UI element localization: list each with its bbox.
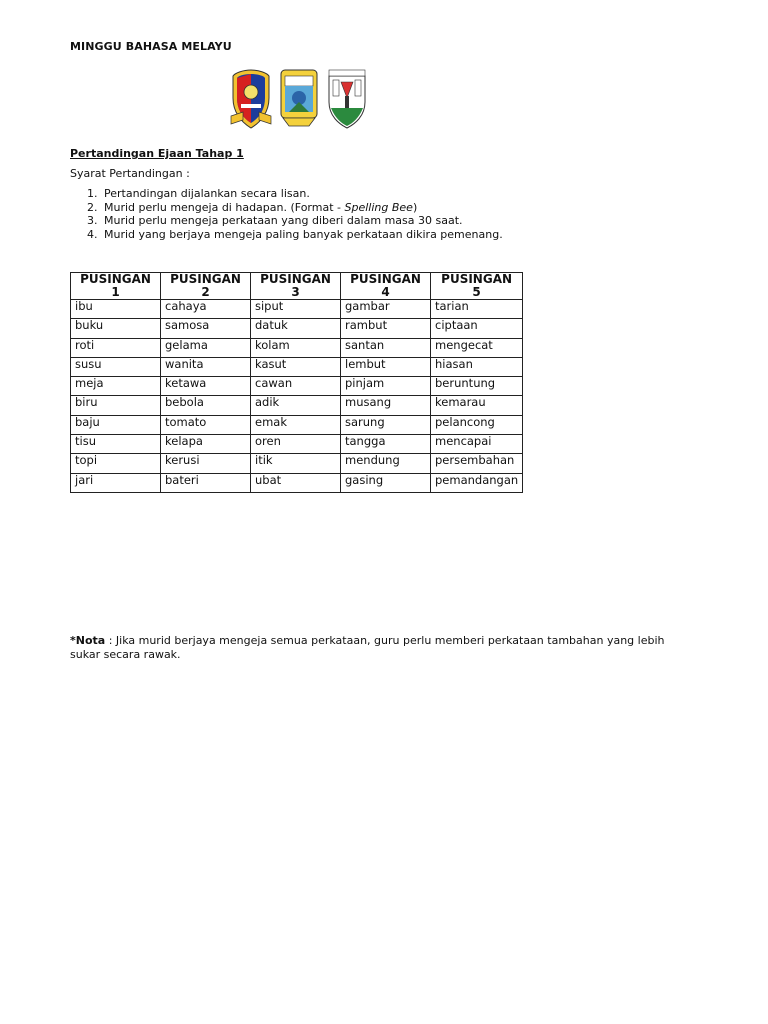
- note-label: *Nota: [70, 634, 106, 647]
- table-cell: itik: [251, 454, 341, 473]
- table-cell: pemandangan: [431, 473, 523, 492]
- word-table: [70, 272, 523, 493]
- rule-item: 3. Murid perlu mengeja perkataan yang diberi dalam masa 30 saat.: [87, 214, 463, 228]
- table-cell: pelancong: [431, 415, 523, 434]
- table-cell: bateri: [161, 473, 251, 492]
- table-cell: tangga: [341, 435, 431, 454]
- note-text: : Jika murid berjaya mengeja semua perkataan, guru perlu memberi perkataan tambahan yang lebih sukar secara rawak.: [70, 634, 665, 661]
- rule-item: 1. Pertandingan dijalankan secara lisan.: [87, 187, 310, 200]
- table-cell: siput: [251, 300, 341, 319]
- table-cell: wanita: [161, 357, 251, 376]
- table-cell: kelapa: [161, 435, 251, 454]
- rule-text: Pertandingan dijalankan secara lisan.: [104, 187, 310, 200]
- table-cell: gambar: [341, 300, 431, 319]
- table-cell: tisu: [71, 435, 161, 454]
- table-row: [71, 357, 523, 376]
- rules-list: [87, 187, 503, 242]
- table-cell: lembut: [341, 357, 431, 376]
- table-cell: buku: [71, 319, 161, 338]
- document-heading: MINGGU BAHASA MELAYU: [70, 40, 232, 53]
- table-cell: adik: [251, 396, 341, 415]
- table-cell: kasut: [251, 357, 341, 376]
- table-cell: susu: [71, 357, 161, 376]
- table-cell: sarung: [341, 415, 431, 434]
- rules-label: Syarat Pertandingan :: [70, 167, 190, 180]
- table-cell: ciptaan: [431, 319, 523, 338]
- rule-text: Murid perlu mengeja perkataan yang diberi dalam masa 30 saat.: [104, 214, 463, 228]
- note-paragraph: [70, 634, 690, 662]
- table-cell: oren: [251, 435, 341, 454]
- table-cell: beruntung: [431, 377, 523, 396]
- rule-text: Murid yang berjaya mengeja paling banyak perkataan dikira pemenang.: [104, 228, 503, 242]
- table-row: [71, 300, 523, 319]
- table-cell: bebola: [161, 396, 251, 415]
- column-header: PUSINGAN 3: [251, 273, 341, 300]
- column-header: PUSINGAN 1: [71, 273, 161, 300]
- logo-row: [229, 68, 369, 130]
- table-cell: gasing: [341, 473, 431, 492]
- table-row: [71, 319, 523, 338]
- rule-text: Murid perlu mengeja di hadapan. (Format - Spelling Bee): [104, 200, 418, 214]
- table-row: [71, 396, 523, 415]
- table-cell: rambut: [341, 319, 431, 338]
- table-row: [71, 454, 523, 473]
- competition-title: Pertandingan Ejaan Tahap 1: [70, 147, 244, 160]
- table-cell: baju: [71, 415, 161, 434]
- column-header: PUSINGAN 5: [431, 273, 523, 300]
- table-cell: emak: [251, 415, 341, 434]
- state-crest-logo: [279, 68, 319, 130]
- table-cell: datuk: [251, 319, 341, 338]
- table-cell: santan: [341, 338, 431, 357]
- table-cell: samosa: [161, 319, 251, 338]
- table-cell: mengecat: [431, 338, 523, 357]
- table-cell: ibu: [71, 300, 161, 319]
- column-header: PUSINGAN 4: [341, 273, 431, 300]
- table-cell: pinjam: [341, 377, 431, 396]
- table-row: [71, 338, 523, 357]
- table-cell: ketawa: [161, 377, 251, 396]
- table-cell: musang: [341, 396, 431, 415]
- table-cell: persembahan: [431, 454, 523, 473]
- rule-item: 2. Murid perlu mengeja di hadapan. (Format - Spelling Bee): [87, 200, 418, 214]
- table-cell: mendung: [341, 454, 431, 473]
- column-header: PUSINGAN 2: [161, 273, 251, 300]
- table-cell: mencapai: [431, 435, 523, 454]
- rule-item: 4. Murid yang berjaya mengeja paling banyak perkataan dikira pemenang.: [87, 228, 503, 242]
- table-row: [71, 435, 523, 454]
- table-cell: gelama: [161, 338, 251, 357]
- table-cell: kerusi: [161, 454, 251, 473]
- education-crest-logo: [325, 68, 369, 130]
- table-row: [71, 415, 523, 434]
- table-row: [71, 377, 523, 396]
- table-cell: tomato: [161, 415, 251, 434]
- table-row: [71, 473, 523, 492]
- table-cell: cawan: [251, 377, 341, 396]
- table-cell: tarian: [431, 300, 523, 319]
- table-header-row: [71, 273, 523, 300]
- table-cell: ubat: [251, 473, 341, 492]
- table-cell: hiasan: [431, 357, 523, 376]
- table-cell: jari: [71, 473, 161, 492]
- table-cell: topi: [71, 454, 161, 473]
- table-cell: roti: [71, 338, 161, 357]
- school-crest-logo: [229, 68, 273, 130]
- table-cell: kemarau: [431, 396, 523, 415]
- table-cell: biru: [71, 396, 161, 415]
- table-cell: meja: [71, 377, 161, 396]
- table-cell: kolam: [251, 338, 341, 357]
- table-cell: cahaya: [161, 300, 251, 319]
